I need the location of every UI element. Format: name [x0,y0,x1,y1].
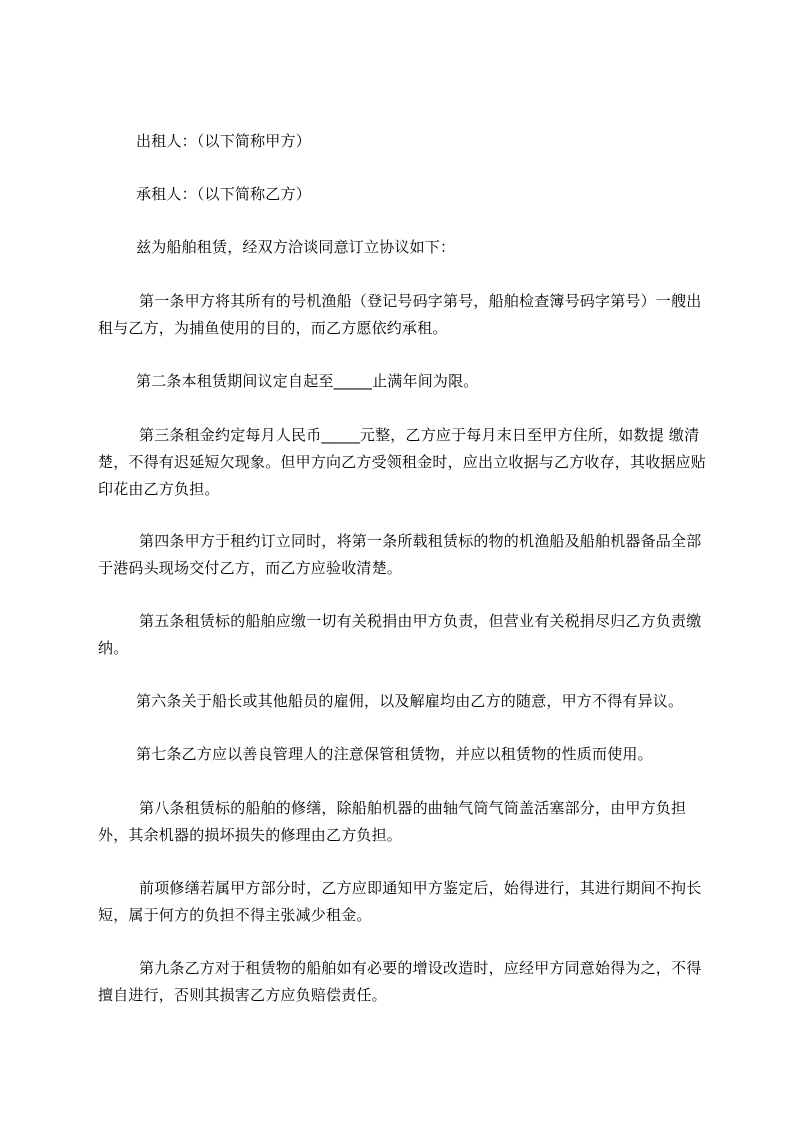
clause-2: 第二条本租赁期间议定自起至_____止满年间为限。 [136,372,479,390]
clause-7: 第七条乙方应以善良管理人的注意保管租赁物，并应以租赁物的性质而使用。 [136,745,653,763]
clause-4: 第四条甲方于租约订立同时，将第一条所载租赁标的物的机渔船及船舶机器备品全部于港码头现场交付乙方，而乙方应验收清楚。 [98,532,702,577]
lessee-line: 承租人：（以下简称乙方） [136,185,311,203]
clause-9: 第九条乙方对于租赁物的船舶如有必要的增设改造时，应经甲方同意始得为之，不得擅自进行，否则其损害乙方应负赔偿责任。 [98,959,702,1004]
clause-5: 第五条租赁标的船舶应缴一切有关税捐由甲方负责，但营业有关税捐尽归乙方负责缴纳。 [98,612,702,657]
clause-8-supplement: 前项修缮若属甲方部分时，乙方应即通知甲方鉴定后，始得进行，其进行期间不拘长短，属于何方的负担不得主张减少租金。 [98,879,702,924]
clause-6: 第六条关于船长或其他船员的雇佣，以及解雇均由乙方的随意，甲方不得有异议。 [136,692,684,710]
clause-3: 第三条租金约定每月人民币_____元整，乙方应于每月末日至甲方住所，如数提 缴清楚，不得有迟延短欠现象。但甲方向乙方受领租金时，应出立收据与乙方收存，其收据应贴印花由乙方负担。 [98,426,707,498]
agreement-intro: 兹为船舶租赁，经双方洽谈同意订立协议如下： [136,238,456,256]
lessor-line: 出租人：（以下简称甲方） [136,132,311,150]
clause-8: 第八条租赁标的船舶的修缮，除船舶机器的曲轴气筒气筒盖活塞部分，由甲方负担外，其余机器的损坏损失的修理由乙方负担。 [98,799,687,844]
clause-1: 第一条甲方将其所有的号机渔船（登记号码字第号，船舶检查簿号码字第号）一艘出租与乙方，为捕鱼使用的目的，而乙方愿依约承租。 [98,292,702,337]
